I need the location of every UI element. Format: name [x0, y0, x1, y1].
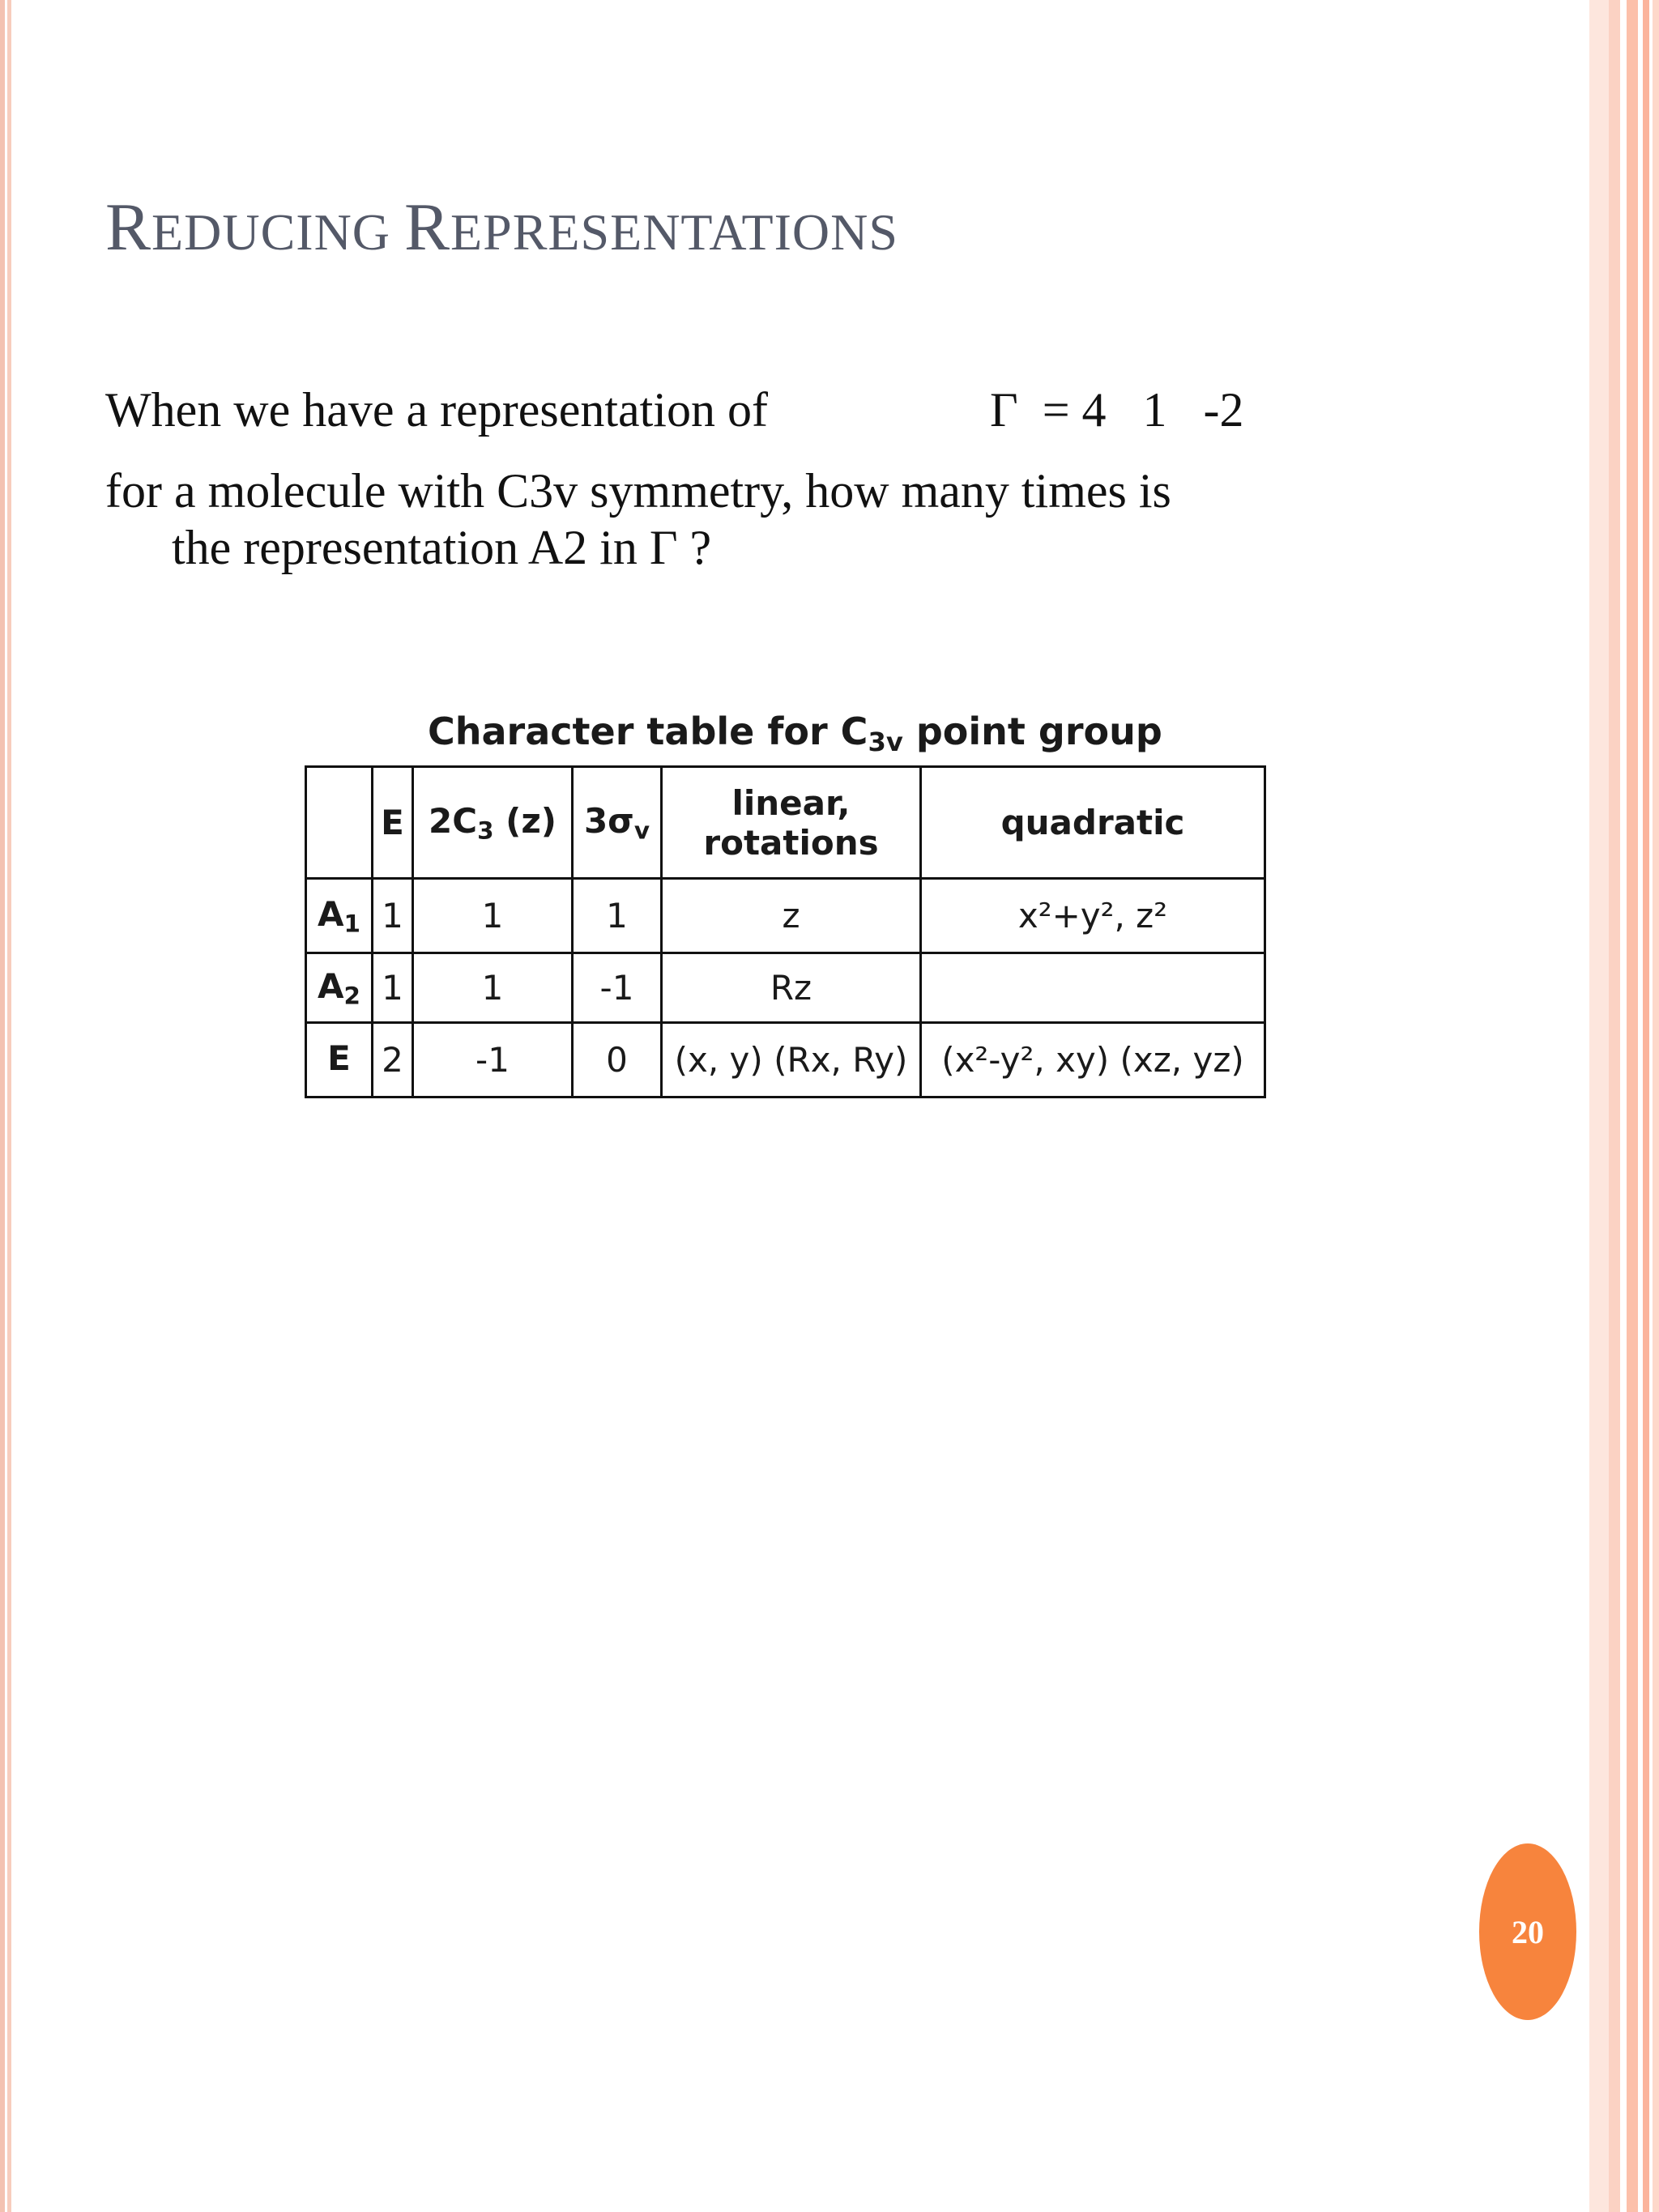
cell-a1-e: 1	[373, 879, 413, 953]
cell-e-c3: -1	[413, 1023, 573, 1097]
row-label-a2: $A_2$	[306, 953, 373, 1023]
question-line-3: the representation A2 in Γ ?	[172, 521, 712, 574]
page-number-badge	[1479, 1843, 1576, 2020]
question-line-2: for a molecule with C3v symmetry, how many times is	[105, 464, 1171, 518]
row-label-e: E	[306, 1023, 373, 1097]
table-row	[306, 1023, 1265, 1097]
question-line-1: When we have a representation of	[105, 383, 768, 437]
cell-a2-quadratic	[921, 953, 1265, 1023]
header-linear-rotations: linear, rotations	[662, 767, 921, 879]
cell-a2-linear: Rz	[662, 953, 921, 1023]
cell-e-linear: (x, y) (Rx, Ry)	[662, 1023, 921, 1097]
right-border-decoration	[1584, 0, 1659, 2212]
table-header-row	[306, 767, 1265, 879]
character-table-title: Character table for $C_{3v}$ point group	[428, 710, 1162, 758]
header-quadratic: quadratic	[921, 767, 1265, 879]
table-row	[306, 879, 1265, 953]
gamma-representation: Γ = 4 1 -2	[990, 383, 1244, 437]
cell-a2-c3: 1	[413, 953, 573, 1023]
slide-title: REDUCING REPRESENTATIONS	[105, 190, 898, 265]
header-3sigma-v: $3\sigma_v$	[573, 767, 662, 879]
page-number: 20	[1512, 1913, 1544, 1950]
row-label-a1: $A_1$	[306, 879, 373, 953]
cell-a1-quadratic: x²+y², z²	[921, 879, 1265, 953]
cell-e-sigma: 0	[573, 1023, 662, 1097]
cell-a2-sigma: -1	[573, 953, 662, 1023]
table-row	[306, 953, 1265, 1023]
header-corner	[306, 767, 373, 879]
cell-a1-linear: z	[662, 879, 921, 953]
left-border-decoration	[0, 0, 16, 2212]
character-table	[305, 765, 1266, 1098]
header-2c3: $2C_3$ (z)	[413, 767, 573, 879]
cell-a2-e: 1	[373, 953, 413, 1023]
cell-a1-sigma: 1	[573, 879, 662, 953]
cell-e-e: 2	[373, 1023, 413, 1097]
cell-e-quadratic: (x²-y², xy) (xz, yz)	[921, 1023, 1265, 1097]
header-e: E	[373, 767, 413, 879]
cell-a1-c3: 1	[413, 879, 573, 953]
